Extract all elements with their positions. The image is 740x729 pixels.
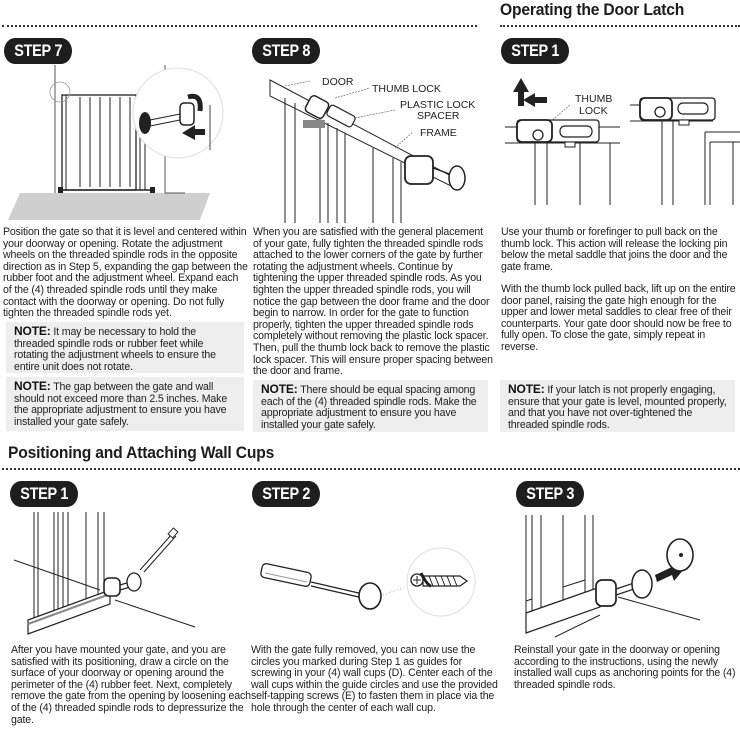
- callout-thumb-lock: THUMB LOCK: [372, 83, 441, 95]
- wall-step-3-badge: STEP 3: [516, 481, 584, 507]
- note-text: The gap between the gate and wall should not exceed more than 2.5 inches. Make the appropriate adjustment to ensure you have installed your gate safely.: [14, 381, 228, 428]
- note-text: There should be equal spacing among each of the (4) threaded spindle rods. Make the appropriate adjustment to ensure you have installed your gate safely.: [261, 384, 477, 431]
- note-label: NOTE:: [508, 382, 545, 396]
- note-label: NOTE:: [14, 324, 51, 338]
- step-8-badge: STEP 8: [252, 38, 320, 64]
- step-7-note-1: [6, 322, 244, 373]
- wall-step-2-illustration: [245, 540, 495, 630]
- section-title-wall-cups: Positioning and Attaching Wall Cups: [8, 443, 275, 462]
- wall-step-3-illustration: [500, 515, 740, 640]
- latch-step-1-illustration: [495, 70, 740, 205]
- latch-step-1-note: [500, 380, 735, 432]
- wall-step-1-badge: STEP 1: [10, 481, 78, 507]
- callout-door: DOOR: [322, 76, 354, 88]
- wall-step-2-badge: STEP 2: [252, 481, 320, 507]
- step-8-note: [253, 380, 488, 432]
- latch-step-1-text-1: Use your thumb or forefinger to pull back on the thumb lock. This action will release the locking pin below the metal saddle that joins the door and the gate frame.: [501, 226, 728, 273]
- wall-step-1-text: After you have mounted your gate, and you are satisfied with its positioning, draw a circle on the surface of your doorway or opening around the perimeter of the (4) rubber feet. Next, completely remove the gate from the opening by loosening each of the (4) threaded spindle rods to depressurize the gate.: [11, 644, 251, 726]
- callout-spacer: SPACER: [417, 110, 460, 122]
- wall-step-1-illustration: [0, 512, 240, 637]
- note-label: NOTE:: [14, 379, 51, 393]
- step-7-illustration: [0, 65, 240, 225]
- step-7-text: Position the gate so that it is level and centered within your doorway or opening. Rotate the adjustment wheels on the threaded spindle rods in the opposite direction as in Step 5, expanding the gap between the rubber foot and the adjustment wheel. Expand each of the (4) threaded spindle rods until they make contact with the doorway or opening. Do not fully tighten the threaded spindle rods yet.: [3, 226, 248, 320]
- wall-step-3-text: Reinstall your gate in the doorway or opening according to the instructions, using the newly installed wall cups as anchoring points for the (4) threaded spindle rods.: [514, 644, 736, 691]
- latch-step-1-text-2: With the thumb lock pulled back, lift up on the entire door panel, raising the gate high enough for the upper and lower metal saddles to clear free of their counterparts. Your gate door should now be free to fully open. To close the gate, simply repeat in reverse.: [501, 283, 736, 353]
- step-8-illustration: [245, 68, 495, 223]
- note-label: NOTE:: [261, 382, 298, 396]
- note-text: If your latch is not properly engaging, ensure that your gate is level, mounted properly, and that you have not over-tightened the threaded spindle rods.: [508, 384, 727, 431]
- divider-top-left: [2, 25, 477, 27]
- callout-lock: LOCK: [579, 105, 608, 117]
- divider-top-right: [500, 25, 740, 27]
- divider-wall-cups: [2, 468, 740, 470]
- wall-step-2-text: With the gate fully removed, you can now use the circles you marked during Step 1 as guides for screwing in your (4) wall cups (D). Center each of the wall cups within the guide circles and use the provided self-tapping screws (E) to fasten them in place via the hole through the center of each wall cup.: [251, 644, 498, 714]
- step-7-badge: STEP 7: [4, 38, 72, 64]
- note-text: It may be necessary to hold the threaded spindle rods or rubber feet while rotating the adjustment wheels to ensure the entire unit does not rotate.: [14, 326, 216, 373]
- section-title-operating-latch: Operating the Door Latch: [500, 0, 685, 19]
- latch-step-1-badge: STEP 1: [501, 38, 569, 64]
- callout-frame: FRAME: [420, 127, 457, 139]
- callout-thumb: THUMB: [575, 93, 613, 105]
- step-7-note-2: [6, 377, 244, 431]
- callout-plastic-lock: PLASTIC LOCK: [400, 99, 476, 111]
- step-8-text: When you are satisfied with the general placement of your gate, fully tighten the threaded spindle rods attached to the lower corners of the gate by further rotating the adjustment wheels. Continue by tightening the upper threaded spindle rods. As you tighten the upper threaded spindle rods, you will notice the gap between the door frame and the door begin to narrow. In order for the gate to function properly, tighten the upper threaded spindle rods completely without removing the plastic lock spacer. Then, pull the thumb lock back to remove the plastic lock spacer. This will ensure proper spacing between the door and frame.: [253, 226, 493, 378]
